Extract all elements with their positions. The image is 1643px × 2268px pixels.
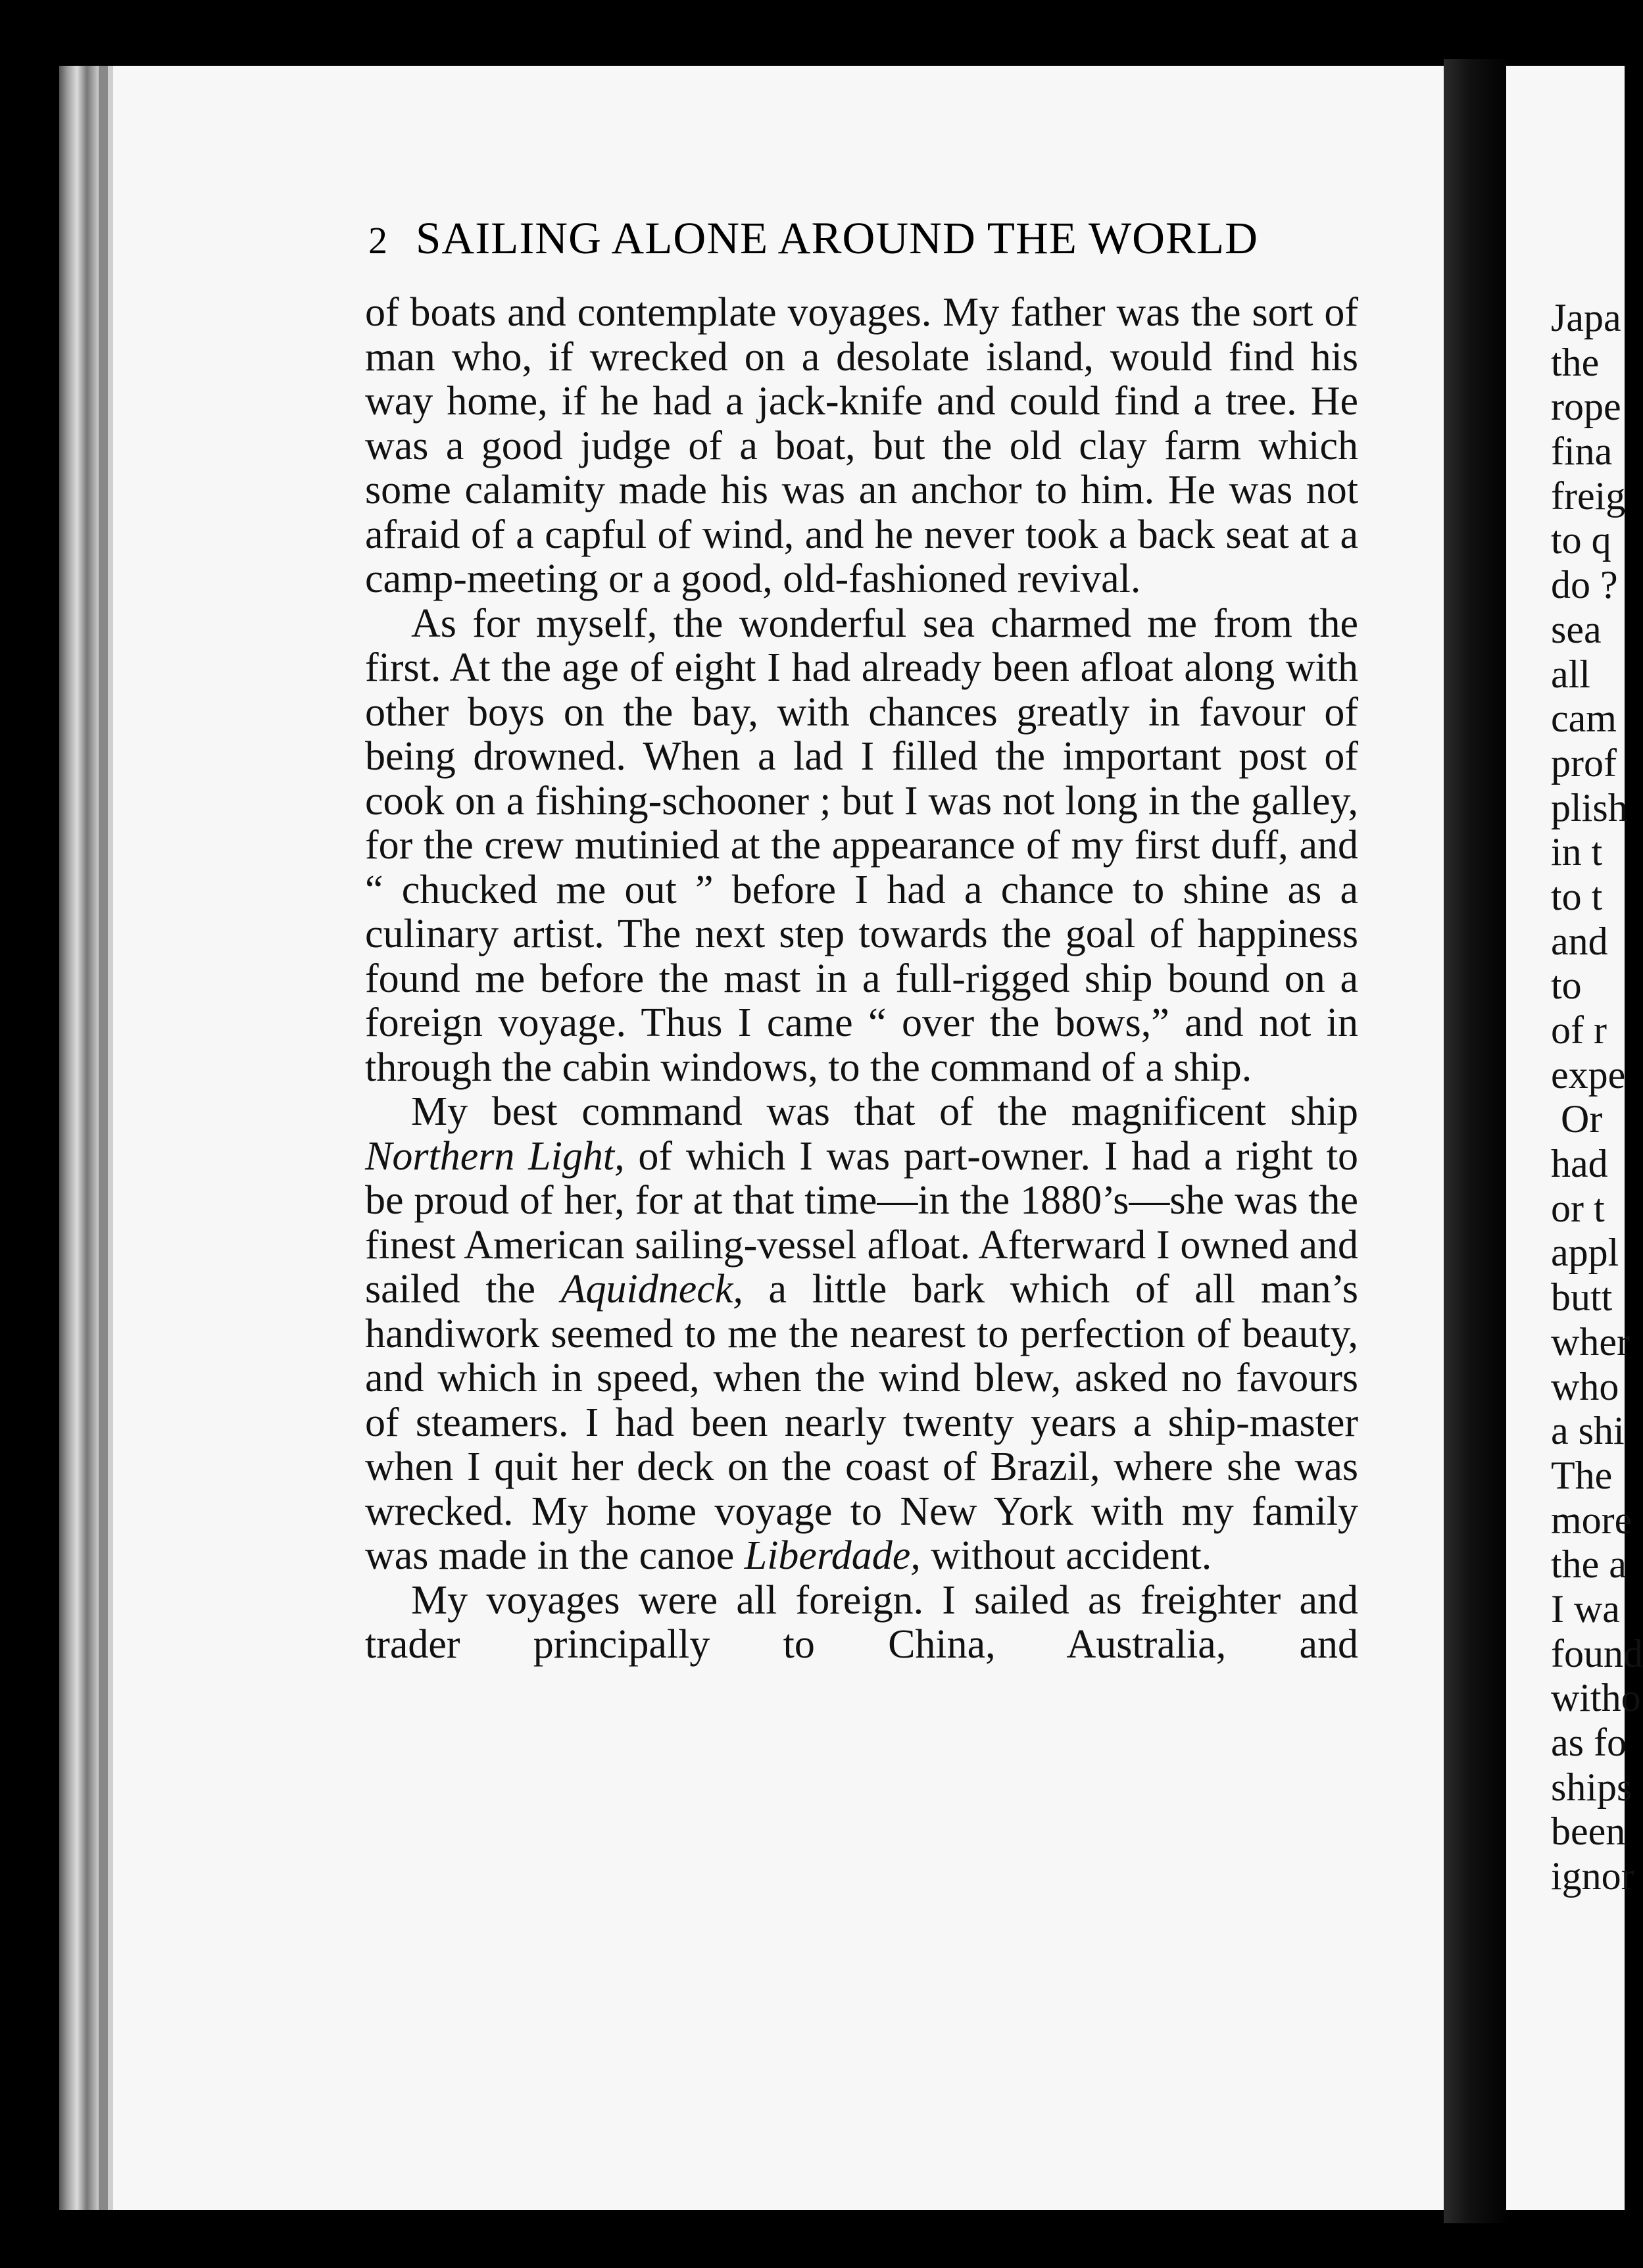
facing-page-line: the [1551, 340, 1600, 384]
facing-page-text [1551, 296, 1643, 1899]
facing-page-line: butt [1551, 1275, 1613, 1319]
facing-page-line: rope [1551, 385, 1621, 429]
facing-page-line: plish [1551, 785, 1628, 829]
facing-page-line: been [1551, 1810, 1626, 1854]
facing-page-line: to q [1551, 518, 1611, 562]
facing-page-line: freig [1551, 474, 1626, 518]
ship-name: Aquidneck, [560, 1267, 743, 1312]
facing-page-line: found [1551, 1631, 1643, 1675]
paragraph-text: My best command was that of the magnificent ship [411, 1089, 1358, 1134]
book-page-edge [59, 66, 99, 2210]
facing-page-line: sea [1551, 607, 1602, 651]
facing-page-line: more [1551, 1498, 1632, 1542]
paragraph-text: without accident. [920, 1533, 1212, 1578]
facing-page-line: prof [1551, 741, 1617, 785]
paragraph-text: of which I was part-owner. I had a right to be proud of her, for at that time—in the 1880’s—she was the finest American sailing-vessel afloat. Afterward I owned and sailed the [365, 1133, 1359, 1312]
facing-page-line: I wa [1551, 1587, 1620, 1631]
facing-page-line: Japa [1551, 296, 1621, 339]
paragraph: My voyages were all foreign. I sailed as freighter and trader principally to China, Australia, and [365, 1577, 1358, 1667]
facing-page-line: had [1551, 1142, 1608, 1186]
facing-page-line: the a [1551, 1542, 1627, 1587]
facing-page-line: Or [1551, 1097, 1603, 1141]
facing-page-line: a shi [1551, 1409, 1625, 1453]
facing-page-line: or t [1551, 1186, 1605, 1230]
facing-page-line: and [1551, 919, 1608, 963]
book-gutter [1444, 59, 1509, 2223]
facing-page [1506, 66, 1643, 2210]
facing-page-line: cam [1551, 697, 1617, 741]
facing-page-line: who [1551, 1364, 1619, 1408]
running-head: SAILING ALONE AROUND THE WORLD [416, 213, 1258, 263]
facing-page-line: do ? [1551, 563, 1618, 607]
facing-page-line: to t [1551, 874, 1603, 918]
facing-page-line: to [1551, 964, 1582, 1008]
facing-page-line: of r [1551, 1008, 1607, 1052]
facing-page-line: The [1551, 1453, 1613, 1497]
ship-name: Liberdade, [744, 1533, 921, 1578]
facing-page-line: wher [1551, 1319, 1630, 1364]
ship-name: Northern Light, [365, 1133, 625, 1179]
facing-page-line: ships [1551, 1765, 1632, 1809]
facing-page-line: fina [1551, 430, 1613, 474]
facing-page-line: in t [1551, 830, 1603, 874]
paragraph: of boats and contemplate voyages. My father was the sort of man who, if wrecked on a desolate island, would find his way home, if he had a jack-knife and could find a tree. He was a good judge of a boat, but the old clay farm which some calamity made his was an anchor to him. He was not afraid of a capful of wind, and he never took a back seat at a camp-meeting or a good, old-fashioned revival. [365, 290, 1358, 601]
body-text [365, 291, 1358, 1667]
page-header [368, 209, 1302, 270]
facing-page-line: appl [1551, 1231, 1619, 1275]
facing-page-line: ignor [1551, 1854, 1634, 1898]
paragraph-text: a little bark which of all man’s handiwork seemed to me the nearest to perfection of beauty, and which in speed, when the wind blew, asked no favours of steamers. I had been nearly twenty years a ship-master when I quit her deck on the coast of Brazil, where she was wrecked. My home voyage to New York with my family was made in the canoe [365, 1267, 1358, 1578]
paragraph [365, 1090, 1358, 1579]
page-number: 2 [368, 219, 388, 262]
facing-page-line: expe [1551, 1052, 1626, 1097]
paragraph: As for myself, the wonderful sea charmed me from the first. At the age of eight I had already been afloat along with other boys on the bay, with chances greatly in favour of being drowned. When a lad I filled the important post of cook on a fishing-schooner ; but I was not long in the galley, for the crew mutinied at the appearance of my first duff, and “ chucked me out ” before I had a chance to shine as a culinary artist. The next step towards the goal of happiness found me before the mast in a full-rigged ship bound on a foreign voyage. Thus I came “ over the bows,” and not in through the cabin windows, to the command of a ship. [365, 601, 1358, 1090]
facing-page-line: as fo [1551, 1721, 1627, 1764]
facing-page-line: all [1551, 652, 1590, 696]
facing-page-line: witho [1551, 1676, 1641, 1720]
